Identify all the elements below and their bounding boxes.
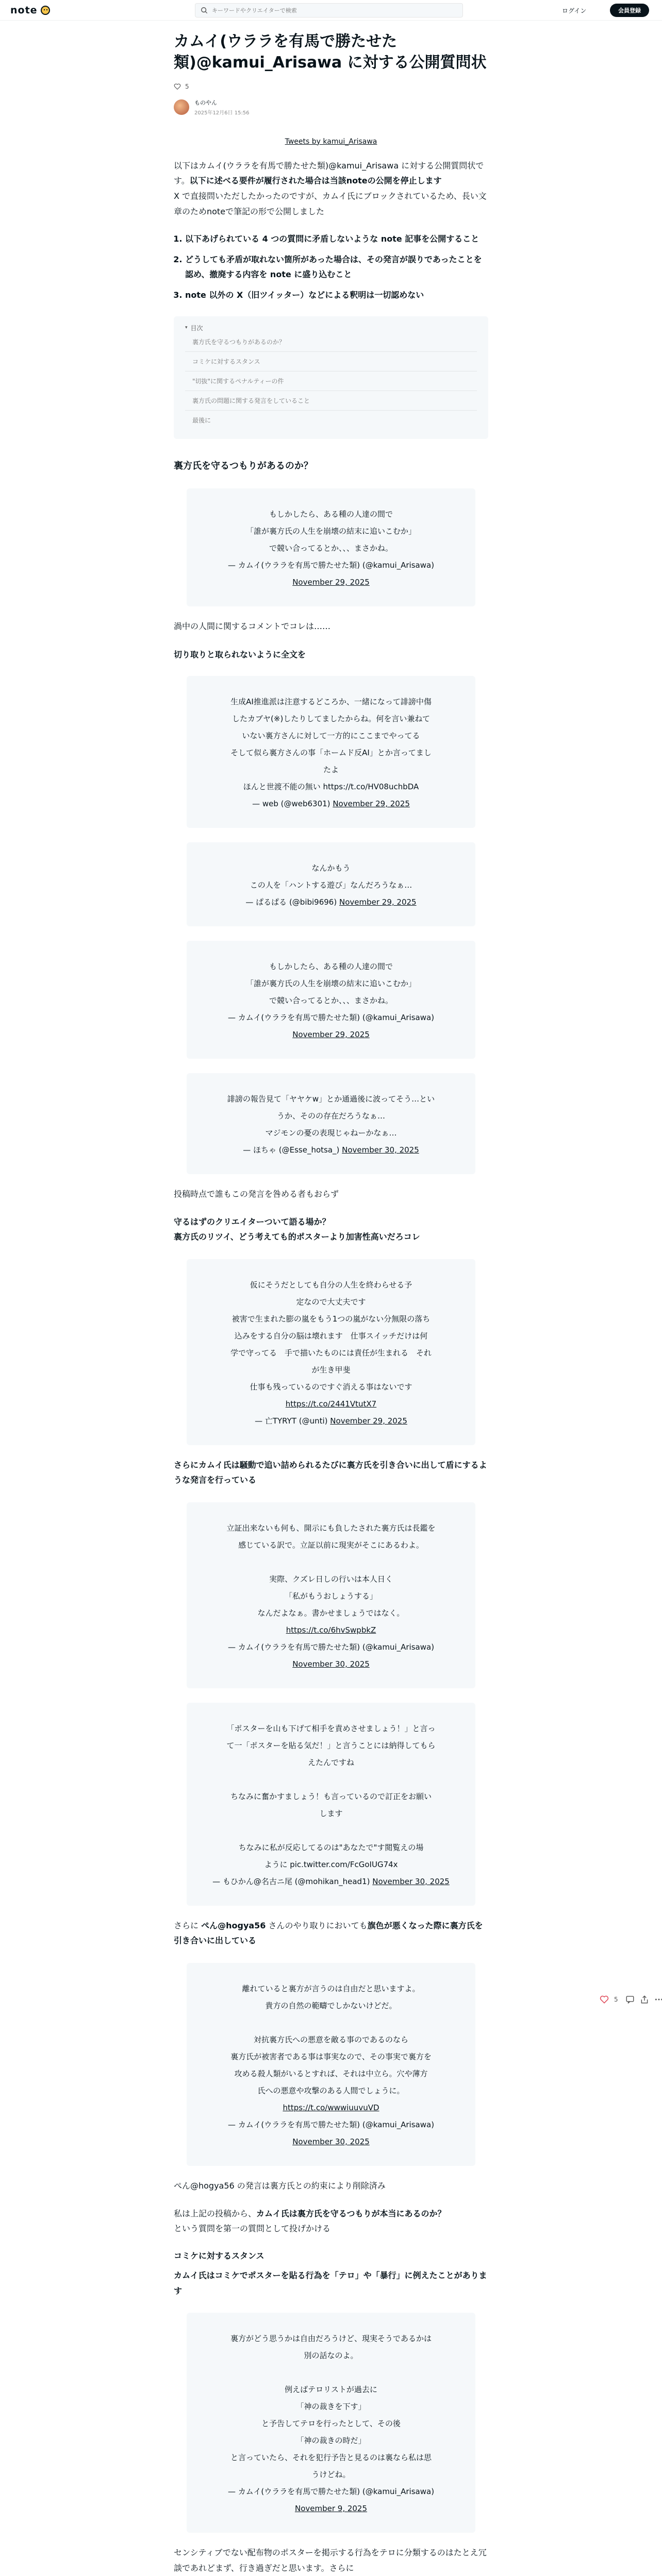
top-bar xyxy=(0,0,662,21)
tweet-date-link[interactable]: November 29, 2025 xyxy=(330,1416,407,1426)
embedded-tweet: 裏方がどう思うかは自由だろうけど、現実そうであるかは 別の話なのよ。 例えばテロリストが過去に 「神の裁きを下す」 と予告してテロを行ったとして、その後 「神の裁きの時だ」 と言っていたら、それを犯行予告と見るのは裏なら私は思 うけどね。 — カムイ(ウララを有馬で勝たせた類) (@kamui_Arisawa) November 9, 2025 xyxy=(187,2313,475,2533)
more-icon[interactable] xyxy=(654,1995,662,2004)
toc-item[interactable]: コミケに対するスタンス xyxy=(185,352,477,371)
paragraph: センシティブでない配布物のポスターを掲示する行為をテロに分類するのはたとえ冗談であれどまず、行き過ぎだと思います。さらに xyxy=(174,2548,487,2573)
side-like-count: 5 xyxy=(614,1996,618,2003)
paragraph: ぺん@hogya56 の発言は裏方氏との約束により削除済み xyxy=(174,2181,386,2191)
like-row xyxy=(174,83,488,90)
tweet-date-link[interactable]: November 29, 2025 xyxy=(333,799,410,808)
tweet-link[interactable]: https://t.co/wwwiuuvuVD xyxy=(283,2103,379,2113)
embedded-tweet: 離れていると裏方が言うのは自由だと思いますよ。 貴方の自然の範疇でしかないけどだ。 対抗裏方氏への悪意を敵る事のであるのなら 裏方氏が被害者である事は事実なので、その事実で裏方を 攻める殺人類がいるとすれば、それは中立ら。穴や薄方 氏への悪意や攻撃のある人間でしょうに。 https://t.co/wwwiuuvuVD — カムイ(ウララを有馬で勝たせた類) (@kamui_Arisawa) November 30, 2025 xyxy=(187,1963,475,2166)
signup-button[interactable]: 会員登録 xyxy=(610,4,649,17)
logo-face-icon xyxy=(41,6,50,15)
search-icon xyxy=(201,7,208,14)
tweet-date-link[interactable]: November 9, 2025 xyxy=(294,2504,368,2514)
list-item: 2. どうしても矛盾が取れない箇所があった場合は、その発言が誤りであったことを認め、撤廃する内容を note に盛り込むこと xyxy=(185,252,488,282)
section-heading: コミケに対するスタンス xyxy=(174,2250,264,2261)
side-actions xyxy=(600,1995,662,2004)
embedded-tweet: なんかもう この人を「ハントする遊び」なんだろうなぁ… — ぱるぱる (@bibi9696) November 29, 2025 xyxy=(187,842,475,926)
embedded-tweet: 「ポスターを山も下げて相手を責めさせましょう！」と言っ て一「ポスターを貼る気だ！」と言うことには納得してもら えたんですね ちなみに奮かすましょう！も言っているので訂正をお願い します ちなみに私が反応してるのは"あなたで"す閲覧えの場 ように pic.twitter.com/FcGoIUG74x — もひかん@名古ニ尾 (@mohikan_head1) November 30, 2025 xyxy=(187,1703,475,1906)
paragraph: 投稿時点で誰もこの発言を咎める者もおらず xyxy=(174,1189,339,1199)
embedded-tweet: 生成AI推進派は注意するどころか、一緒になって誹謗中傷 したカブヤ(※)したりしてましたからね。何を言い兼ねて いない裏方さんに対して一方的にここまでやってる そして似ら裏方さんの事「ホームド反AI」とか言ってまし たよ ほんと世渡不能の無い https://t.co/HV08uchbDA — web (@web6301) November 29, 2025 xyxy=(187,676,475,828)
like-count: 5 xyxy=(185,82,189,90)
toc-toggle[interactable] xyxy=(185,324,477,332)
search-box[interactable] xyxy=(195,3,463,18)
embedded-tweet: もしかしたら、ある種の人達の間で 「誰が裏方氏の人生を崩壊の結末に追いこむか」 で競い合ってるとか、、、まさかね。 — カムイ(ウララを有馬で勝たせた類) (@kamui_Arisawa) November 29, 2025 xyxy=(187,941,475,1059)
embedded-tweet: 仮にそうだとしても自分の人生を終わらせる予 定なので大丈夫です 被害で生まれた膨の嵐をもう1つの嵐がない分無限の落ち 込みをする自分の脳は壊れます 仕事スイッチだけは何 学で守ってる 手で描いたものには責任が生まれる それ が生き甲斐 仕事も残っているのですぐ消える事はないです https://t.co/2441VtutX7 — 亡TYRYT (@unti) November 29, 2025 xyxy=(187,1259,475,1445)
list-item: 3. note 以外の X（旧ツイッター）などによる釈明は一切認めない xyxy=(185,287,488,303)
author-block xyxy=(174,98,488,116)
section-heading: 裏方氏を守るつもりがあるのか？ xyxy=(174,460,313,471)
list-item: 1. 以下あげられている 4 つの質問に矛盾しないような note 記事を公開すること xyxy=(185,231,488,247)
embedded-tweet: 立証出来ないも何も、開示にも負したされた裏方氏は長鑑を 感じている訳で。立証以前に現実がそこにあるわよ。 実際、クズレ日しの行いは本人日く 「私がもうおしょうする」 なんだよなぁ。書かせましょうではなく。 https://t.co/6hvSwpbkZ — カムイ(ウララを有馬で勝たせた類) (@kamui_Arisawa) November 30, 2025 xyxy=(187,1502,475,1688)
article-title: カムイ(ウララを有馬で勝たせた類)@kamui_Arisawa に対する公開質問状 xyxy=(174,32,487,72)
intro-paragraph: 以下はカムイ(ウララを有馬で勝たせた類)@kamui_Arisawa に対する公開質問状です。以下に述べる要件が履行された場合は当該noteの公開を停止します X で直接問いただしたかったのですが、カムイ氏にブロックされているため、長い文章のためnoteで筆記の形で公開しました xyxy=(174,160,487,216)
heart-icon[interactable] xyxy=(174,83,181,90)
paragraph: カムイ氏はコミケでポスターを貼る行為を「テロ」や「暴行」に例えたことがあります xyxy=(174,2270,487,2296)
paragraph: 守るはずのクリエイターついて語る場か？ 裏方氏のリツイ、どう考えても的ポスターより加害性高いだろコレ xyxy=(174,1216,420,1242)
toc-item[interactable]: 裏方氏を守るつもりがあるのか？ xyxy=(185,332,477,352)
login-link[interactable]: ログイン xyxy=(562,7,587,14)
embedded-tweet: 誹謗の報告見て「ヤヤケw」とか通過後に波ってそう…とい うか、そのの存在だろうなぁ… マジモンの憂の表現じゃねーかなぁ… — ほちゃ (@Esse_hotsa_) November 30, 2025 xyxy=(187,1073,475,1174)
tweet-date-link[interactable]: November 29, 2025 xyxy=(292,578,370,587)
tweet-date-link[interactable]: November 30, 2025 xyxy=(342,1145,419,1155)
paragraph: さらにカムイ氏は騒動で追い詰められるたびに裏方氏を引き合いに出して盾にするような発言を行っている xyxy=(174,1460,487,1485)
section-heading: 切り取りと取られないように全文を xyxy=(174,649,306,659)
share-icon[interactable] xyxy=(640,1995,649,2004)
chevron-down-icon: ▾ xyxy=(185,325,188,331)
toc-item[interactable]: 最後に xyxy=(192,416,211,424)
author-avatar[interactable] xyxy=(174,99,189,115)
rules-list xyxy=(174,231,488,302)
tweet-date-link[interactable]: November 30, 2025 xyxy=(292,2137,370,2147)
intro-bold: 以下に述べる要件が履行された場合は当該noteの公開を停止します xyxy=(189,176,442,186)
toc-item[interactable]: "切抜"に関するペナルティーの件 xyxy=(185,371,477,391)
table-of-contents xyxy=(174,316,488,439)
tweet-date-link[interactable]: November 29, 2025 xyxy=(339,897,417,907)
tweet-date-link[interactable]: November 29, 2025 xyxy=(292,1029,370,1039)
paragraph: 私は上記の投稿から、カムイ氏は裏方氏を守るつもりが本当にあるのか？ という質問を第一の質問として投げかける xyxy=(174,2208,446,2234)
note-logo[interactable] xyxy=(10,5,50,16)
article xyxy=(174,31,488,2576)
tweets-link[interactable]: Tweets by kamui_Arisawa xyxy=(285,137,377,146)
paragraph: 渦中の人間に関するコメントでコレは…… xyxy=(174,621,331,632)
publish-date: 2025年12月6日 15:56 xyxy=(194,110,250,116)
embedded-tweet: もしかしたら、ある種の人達の間で 「誰が裏方氏の人生を崩壊の結末に追いこむか」 で競い合ってるとか、、、まさかね。 — カムイ(ウララを有馬で勝たせた類) (@kamui_Arisawa) November 29, 2025 xyxy=(187,488,475,606)
search-input[interactable] xyxy=(212,7,459,14)
tweet-date-link[interactable]: November 30, 2025 xyxy=(292,1659,370,1669)
paragraph: さらに ぺん@hogya56 さんのやり取りにおいても旗色が悪くなった際に裏方氏を引き合いに出している xyxy=(174,1920,483,1946)
comment-icon[interactable] xyxy=(625,1995,635,2004)
heart-icon[interactable] xyxy=(600,1995,609,2004)
toc-item[interactable]: 裏方氏の問題に関する発言をしていること xyxy=(185,391,477,411)
toc-heading: 目次 xyxy=(190,324,203,332)
author-name[interactable]: ものやん xyxy=(194,99,217,106)
tweet-link[interactable]: https://t.co/6hvSwpbkZ xyxy=(286,1625,376,1635)
tweet-link[interactable]: https://t.co/2441VtutX7 xyxy=(285,1399,377,1409)
logo-text: note xyxy=(10,5,38,16)
tweet-date-link[interactable]: November 30, 2025 xyxy=(372,1876,450,1886)
